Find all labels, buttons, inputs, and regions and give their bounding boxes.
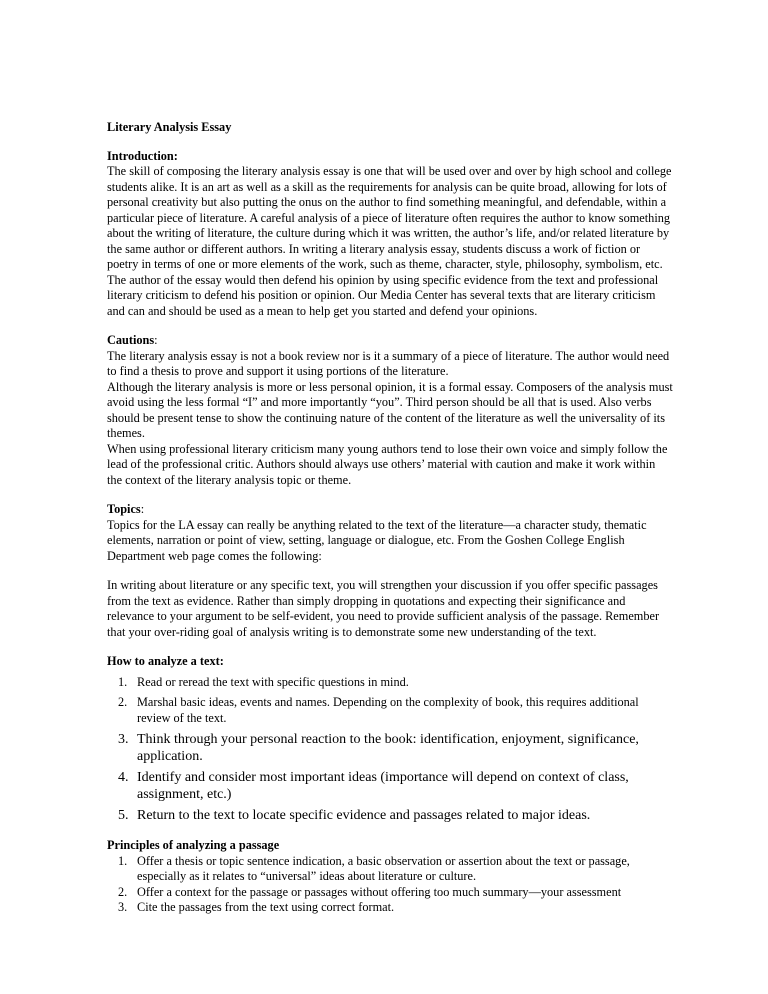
- list-item: [107, 769, 673, 803]
- goshen-quote: In writing about literature or any specific text, you will strengthen your discussion if you offer specific passages from the text as evidence. Rather than simply dropping in quotations and expecting their significance and relevance to your argument to be self-evident, you need to provide sufficient analysis of the passage. Remember that your over-riding goal of analysis writing is to demonstrate some new understanding of the text.: [107, 578, 660, 639]
- principles-section: [107, 838, 673, 916]
- cautions-paragraph-1: The literary analysis essay is not a book review nor is it a summary of a piece of literature. The author would need to find a thesis to prove and support it using portions of the literature.: [107, 348, 670, 378]
- list-item-number: 1.: [118, 674, 128, 689]
- topics-body: Topics for the LA essay can really be anything related to the text of the literature—a character study, thematic elements, narration or point of view, setting, language or dialogue, etc. From the Goshen College English Department web page comes the following:: [107, 517, 647, 563]
- list-item-text: Read or reread the text with specific questions in mind.: [137, 674, 409, 689]
- list-item-text: Marshal basic ideas, events and names. Depending on the complexity of book, this requires additional review of the text.: [137, 695, 639, 725]
- cautions-heading: [107, 333, 673, 349]
- topics-section: [107, 502, 673, 564]
- list-item-text: Cite the passages from the text using correct format.: [137, 900, 395, 914]
- how-to-section: [107, 654, 673, 824]
- list-item-number: 2.: [118, 884, 128, 899]
- list-item: [107, 731, 673, 765]
- list-item: [107, 885, 673, 901]
- principles-heading: Principles of analyzing a passage: [107, 838, 280, 852]
- cautions-section: [107, 333, 673, 488]
- list-item-text: Offer a thesis or topic sentence indication, a basic observation or assertion about the text or passage, especially as it relates to “universal” ideas about literature or culture.: [137, 853, 630, 883]
- document-page: [107, 120, 673, 930]
- list-item-number: 5.: [118, 808, 129, 823]
- list-item-text: Think through your personal reaction to the book: identification, enjoyment, significance, application.: [137, 732, 639, 764]
- list-item-text: Offer a context for the passage or passages without offering too much summary—your assessment: [137, 884, 622, 899]
- list-item: [107, 695, 673, 726]
- topics-heading-text: Topics: [107, 502, 141, 516]
- principles-list: [107, 854, 673, 916]
- list-item: [107, 900, 673, 916]
- list-item-text: Return to the text to locate specific evidence and passages related to major ideas.: [137, 808, 591, 823]
- list-item: [107, 854, 673, 885]
- list-item-number: 1.: [118, 853, 128, 868]
- list-item-text: Identify and consider most important ideas (importance will depend on context of class, assignment, etc.): [137, 770, 629, 802]
- list-item: [107, 807, 673, 824]
- document-title: Literary Analysis Essay: [107, 120, 232, 134]
- list-item-number: 4.: [118, 770, 129, 785]
- list-item-number: 3.: [118, 900, 128, 914]
- how-to-heading: How to analyze a text:: [107, 654, 224, 668]
- cautions-heading-text: Cautions: [107, 333, 155, 347]
- list-item-number: 3.: [118, 732, 129, 747]
- topics-heading-colon: :: [140, 502, 145, 516]
- cautions-paragraph-2: Although the literary analysis is more or less personal opinion, it is a formal essay. Composers of the analysis must avoid using the less formal “I” and more importantly “you”. Third person should be all that is used. Also verbs should be present tense to show the continuing nature of the content of the literature as well the universality of its themes.: [107, 379, 673, 440]
- list-item-number: 2.: [118, 695, 128, 709]
- introduction-body: The skill of composing the literary analysis essay is one that will be used over and over by high school and college students alike. It is an art as well as a skill as the requirements for analysis can be quite broad, allowing for lots of personal creativity but also putting the onus on the author to find something meaningful, and defendable, within a particular piece of literature. A careful analysis of a piece of literature often requires the author to know something about the writing of literature, the culture during which it was written, the author’s life, and/or related literature by the same author or different authors. In writing a literary analysis essay, students discuss a work of fiction or poetry in terms of one or more elements of the work, such as theme, character, style, philosophy, symbolism, etc. The author of the essay would then defend his opinion by using specific evidence from the text and professional literary criticism to defend his position or opinion. Our Media Center has several texts that are literary criticism and can and should be used as a mean to help get you started and defend your opinions.: [107, 164, 672, 318]
- cautions-heading-colon: :: [154, 333, 158, 347]
- topics-heading: [107, 502, 673, 518]
- cautions-paragraph-3: When using professional literary criticism many young authors tend to lose their own voice and simply follow the lead of the professional critic. Authors should always use others’ material with caution and make it work within the context of the literary analysis topic or theme.: [107, 441, 668, 487]
- how-to-list: [107, 675, 673, 825]
- introduction-heading: Introduction:: [107, 148, 178, 163]
- introduction-section: [107, 149, 673, 320]
- list-item: [107, 675, 673, 691]
